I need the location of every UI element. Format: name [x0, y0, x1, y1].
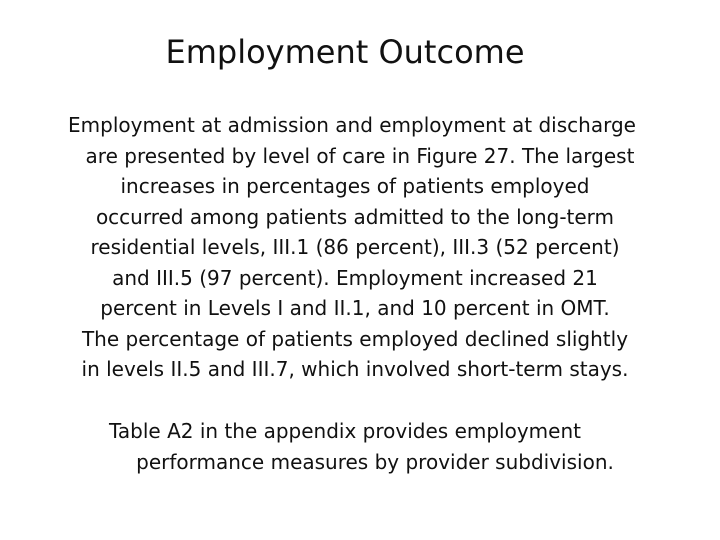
paragraph-line: The percentage of patients employed declined slightly: [81, 326, 629, 351]
note-line: performance measures by provider subdivision.: [136, 449, 614, 474]
paragraph-line: increases in percentages of patients employed: [120, 174, 590, 198]
appendix-note: [10, 416, 700, 477]
note-line: Table A2 in the appendix provides employment: [109, 419, 581, 443]
paragraph-line: and III.5 (97 percent). Employment increased 21: [112, 265, 598, 290]
paragraph-line: percent in Levels I and II.1, and 10 percent in OMT.: [100, 296, 610, 320]
paragraph-line: residential levels, III.1 (86 percent), III.3 (52 percent): [90, 235, 620, 259]
paragraph-line: are presented by level of care in Figure 27. The largest: [85, 143, 635, 168]
paragraph-line: Employment at admission and employment at discharge: [68, 113, 636, 137]
paragraph-line: in levels II.5 and III.7, which involved short-term stays.: [81, 357, 629, 381]
body-paragraph: [10, 110, 700, 385]
slide-title: Employment Outcome: [165, 33, 525, 71]
paragraph-line: occurred among patients admitted to the long-term: [95, 204, 615, 229]
